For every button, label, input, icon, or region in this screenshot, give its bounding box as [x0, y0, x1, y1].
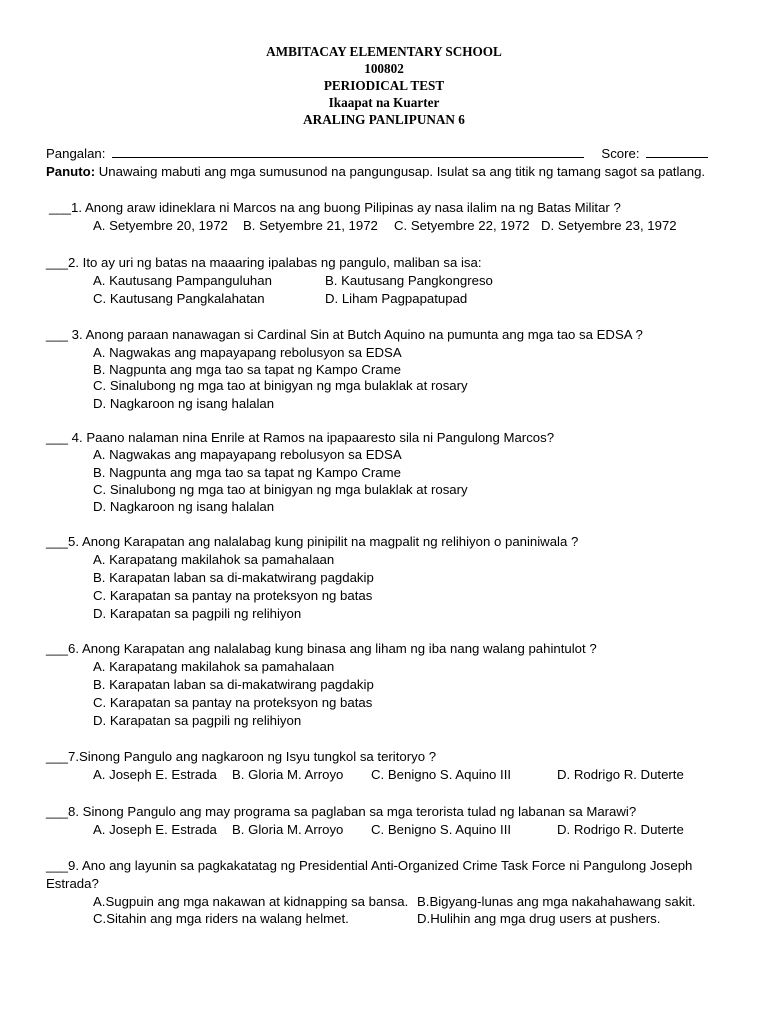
choice-d: D. Rodrigo R. Duterte — [557, 822, 684, 837]
choice-a: A. Joseph E. Estrada — [93, 767, 217, 782]
choice-d: D.Hulihin ang mga drug users at pushers. — [417, 911, 661, 926]
choice-d: D. Rodrigo R. Duterte — [557, 767, 684, 782]
test-title: PERIODICAL TEST — [323, 78, 445, 93]
question-3 — [46, 326, 643, 343]
choice-a: A. Nagwakas ang mapayapang rebolusyon sa EDSA — [93, 345, 402, 360]
choice-b: B. Gloria M. Arroyo — [232, 767, 344, 782]
name-label: Pangalan: — [46, 146, 106, 161]
question-text: 6. Anong Karapatan ang nalalabag kung binasa ang liham ng iba nang walang pahintulot ? — [68, 641, 597, 656]
instruction-text: Unawaing mabuti ang mga sumusunod na pangungusap. Isulat sa ang titik ng tamang sagot sa patlang. — [98, 164, 706, 179]
question-text: 4. Paano nalaman nina Enrile at Ramos na ipapaaresto sila ni Pangulong Marcos? — [68, 430, 555, 445]
choice-a: A. Kautusang Pampanguluhan — [93, 273, 272, 288]
instruction-label: Panuto: — [46, 164, 96, 179]
question-text: 5. Anong Karapatan ang nalalabag kung pinipilit na magpalit ng relihiyon o paniniwala ? — [68, 534, 579, 549]
choice-c: C. Setyembre 22, 1972 — [394, 218, 530, 233]
question-4 — [46, 429, 554, 446]
subject-label: ARALING PANLIPUNAN 6 — [303, 112, 465, 127]
choice-c: C. Karapatan sa pantay na proteksyon ng batas — [93, 588, 373, 603]
choice-a: A. Karapatang makilahok sa pamahalaan — [93, 552, 335, 567]
choice-a: A.Sugpuin ang mga nakawan at kidnapping sa bansa. — [93, 894, 409, 909]
answer-blank[interactable]: ___ — [46, 641, 69, 656]
question-9 — [46, 857, 692, 874]
choice-b: B.Bigyang-lunas ang mga nakahahawang sakit. — [417, 894, 696, 909]
choice-c: C. Benigno S. Aquino III — [371, 822, 512, 837]
quarter-label: Ikaapat na Kuarter — [328, 95, 440, 110]
choice-b: B. Karapatan laban sa di-makatwirang pagdakip — [93, 677, 374, 692]
question-text: 9. Ano ang layunin sa pagkakatatag ng Presidential Anti-Organized Crime Task Force ni Pangulong Joseph — [68, 858, 693, 873]
choice-d: D. Setyembre 23, 1972 — [541, 218, 677, 233]
school-name: AMBITACAY ELEMENTARY SCHOOL — [266, 44, 502, 59]
answer-blank[interactable]: ___ — [46, 327, 69, 342]
choice-b: B. Nagpunta ang mga tao sa tapat ng Kampo Crame — [93, 465, 401, 480]
question-8 — [46, 803, 636, 820]
question-6 — [46, 640, 597, 657]
question-9-continued: Estrada? — [46, 876, 99, 891]
choice-a: A. Karapatang makilahok sa pamahalaan — [93, 659, 335, 674]
question-1 — [49, 199, 621, 216]
choice-d: D. Liham Pagpapatupad — [325, 291, 468, 306]
question-text: 8. Sinong Pangulo ang may programa sa paglaban sa mga terorista tulad ng labanan sa Marawi? — [68, 804, 637, 819]
question-2 — [46, 254, 482, 271]
question-7 — [46, 748, 436, 765]
choice-b: B. Nagpunta ang mga tao sa tapat ng Kampo Crame — [93, 362, 401, 377]
choice-a: A. Nagwakas ang mapayapang rebolusyon sa EDSA — [93, 447, 402, 462]
answer-blank[interactable]: ___ — [46, 749, 69, 764]
answer-blank[interactable]: ___ — [46, 430, 69, 445]
choice-c: C. Sinalubong ng mga tao at binigyan ng mga bulaklak at rosary — [93, 482, 468, 497]
choice-d: D. Karapatan sa pagpili ng relihiyon — [93, 713, 302, 728]
choice-c: C. Sinalubong ng mga tao at binigyan ng mga bulaklak at rosary — [93, 378, 468, 393]
score-label: Score: — [601, 146, 640, 161]
choice-b: B. Karapatan laban sa di-makatwirang pagdakip — [93, 570, 374, 585]
document-header — [0, 43, 768, 128]
question-5 — [46, 533, 578, 550]
choice-a: A. Setyembre 20, 1972 — [93, 218, 228, 233]
question-text: 3. Anong paraan nanawagan si Cardinal Sin at Butch Aquino na pumunta ang mga tao sa EDSA ? — [68, 327, 643, 342]
choice-c: C. Kautusang Pangkalahatan — [93, 291, 265, 306]
answer-blank[interactable]: ___ — [46, 858, 69, 873]
name-field[interactable] — [112, 145, 584, 158]
answer-blank[interactable]: ___ — [46, 804, 69, 819]
choice-c: C. Benigno S. Aquino III — [371, 767, 512, 782]
instructions — [46, 163, 705, 180]
choice-c: C. Karapatan sa pantay na proteksyon ng batas — [93, 695, 373, 710]
choice-c: C.Sitahin ang mga riders na walang helmet. — [93, 911, 349, 926]
choice-a: A. Joseph E. Estrada — [93, 822, 217, 837]
choice-b: B. Gloria M. Arroyo — [232, 822, 344, 837]
question-text: 2. Ito ay uri ng batas na maaaring ipalabas ng pangulo, maliban sa isa: — [68, 255, 482, 270]
answer-blank[interactable]: ___ — [46, 534, 69, 549]
score-field[interactable] — [646, 145, 708, 158]
question-text: 1. Anong araw idineklara ni Marcos na ang buong Pilipinas ay nasa ilalim na ng Batas Militar ? — [71, 200, 621, 215]
school-id: 100802 — [364, 61, 404, 76]
choice-b: B. Setyembre 21, 1972 — [243, 218, 378, 233]
choice-d: D. Karapatan sa pagpili ng relihiyon — [93, 606, 302, 621]
choice-d: D. Nagkaroon ng isang halalan — [93, 499, 275, 514]
choice-b: B. Kautusang Pangkongreso — [325, 273, 493, 288]
question-text: 7.Sinong Pangulo ang nagkaroon ng Isyu tungkol sa teritoryo ? — [68, 749, 437, 764]
answer-blank[interactable]: ___ — [46, 255, 69, 270]
choice-d: D. Nagkaroon ng isang halalan — [93, 396, 275, 411]
answer-blank[interactable]: ___ — [49, 200, 72, 215]
name-row — [46, 145, 708, 162]
